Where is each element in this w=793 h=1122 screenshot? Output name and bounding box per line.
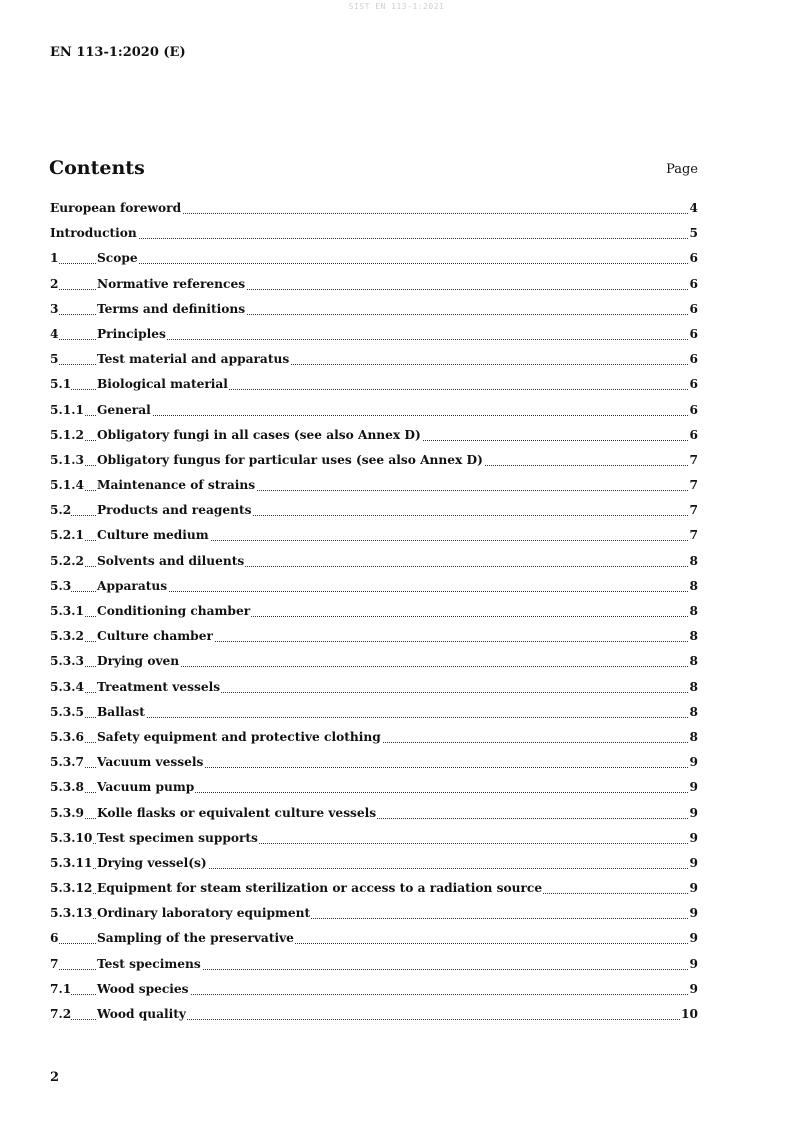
page-number: 2: [50, 1070, 60, 1085]
toc-entry-number: 5.1.1: [50, 402, 84, 417]
toc-entry-title: Wood quality: [97, 1007, 186, 1021]
toc-entry-page: 6: [689, 301, 698, 316]
toc-entry-page: 7: [689, 503, 698, 518]
toc-entry-number: 5.3.6: [50, 729, 84, 744]
toc-entry-page: 7: [689, 452, 698, 467]
toc-entry-page: 4: [689, 201, 698, 215]
toc-entry[interactable]: [50, 199, 698, 224]
toc-entry[interactable]: [50, 778, 698, 803]
toc-entry-page: 9: [689, 956, 698, 971]
toc-entry-number: 7: [50, 956, 59, 971]
dot-leader: [50, 238, 698, 239]
toc-entry[interactable]: [50, 728, 698, 753]
toc-entry[interactable]: [50, 678, 698, 703]
toc-entry-page: 9: [689, 805, 698, 820]
toc-entry-page: 9: [689, 906, 698, 921]
toc-entry-page: 9: [689, 855, 698, 870]
toc-entry-title: Conditioning chamber: [97, 604, 251, 618]
toc-entry-page: 6: [689, 352, 698, 367]
toc-entry[interactable]: [50, 602, 698, 627]
toc-entry-title: Obligatory fungus for particular uses (see also Annex D): [97, 452, 483, 467]
dot-leader: [50, 717, 698, 718]
toc-entry-page: 6: [689, 402, 698, 417]
toc-entry-title: Principles: [97, 326, 166, 341]
toc-entry[interactable]: [50, 476, 698, 501]
toc-entry[interactable]: [50, 829, 698, 854]
toc-entry[interactable]: [50, 929, 698, 954]
toc-entry-number: 5.3.7: [50, 755, 84, 770]
toc-entry-number: 5.2.2: [50, 553, 84, 568]
toc-entry-number: 5.1.2: [50, 427, 84, 442]
toc-entry-title: Test material and apparatus: [97, 352, 290, 367]
toc-entry-page: 8: [689, 654, 698, 669]
toc-entry-title: Terms and definitions: [97, 301, 246, 316]
toc-entry-number: 5.3.2: [50, 629, 84, 644]
toc-entry-page: 5: [689, 226, 698, 241]
toc-entry-page: 8: [689, 729, 698, 744]
toc-entry-title: Scope: [97, 251, 138, 266]
toc-entry[interactable]: [50, 249, 698, 274]
toc-entry-title: Culture chamber: [97, 629, 213, 644]
toc-entry-number: 5.3.3: [50, 654, 84, 669]
toc-entry-page: 8: [689, 679, 698, 694]
watermark: SIST EN 113-1:2021: [348, 2, 445, 11]
toc-entry-page: 6: [689, 251, 698, 266]
toc-entry-number: 1: [50, 251, 59, 266]
toc-entry[interactable]: [50, 325, 698, 350]
toc-entry-number: 5: [50, 352, 59, 367]
toc-entry-number: 7.1: [50, 981, 72, 996]
toc-entry-title: Wood species: [97, 981, 189, 996]
page-column-heading: Page: [666, 162, 698, 177]
toc-entry[interactable]: [50, 652, 698, 677]
toc-entry-page: 6: [689, 377, 698, 392]
toc-entry[interactable]: [50, 904, 698, 929]
toc-entry-title: Vacuum pump: [97, 780, 195, 795]
toc-entry-number: 5.3.5: [50, 704, 84, 719]
toc-entry-number: 5.3.8: [50, 780, 84, 795]
toc-entry-title: Normative references: [97, 276, 246, 291]
toc-entry-page: 9: [689, 780, 698, 795]
toc-entry-title: General: [97, 402, 151, 417]
toc-entry[interactable]: [50, 703, 698, 728]
toc-entry-title: Obligatory fungi in all cases (see also Annex D): [97, 427, 421, 442]
toc-entry-title: Sampling of the preservative: [97, 931, 294, 946]
toc-entry-number: 4: [50, 326, 59, 341]
toc-entry-title: Treatment vessels: [97, 679, 221, 694]
toc-entry-number: 5.1: [50, 377, 72, 392]
toc-entry-title: Maintenance of strains: [97, 478, 256, 493]
toc-entry[interactable]: [50, 552, 698, 577]
toc-entry-page: 6: [689, 427, 698, 442]
toc-entry-title: Drying vessel(s): [97, 855, 207, 870]
toc-entry-page: 8: [689, 604, 698, 618]
toc-entry-page: 9: [689, 981, 698, 996]
toc-entry-title: European foreword: [50, 201, 182, 215]
toc-entry-page: 6: [689, 276, 698, 291]
table-of-contents: [50, 199, 698, 1030]
toc-entry-title: Apparatus: [97, 578, 168, 593]
toc-entry-number: 3: [50, 301, 59, 316]
toc-entry-page: 9: [689, 931, 698, 946]
contents-title: Contents: [49, 157, 145, 179]
toc-entry-page: 7: [689, 478, 698, 493]
toc-entry-number: 5.2: [50, 503, 72, 518]
toc-entry-number: 5.3.9: [50, 805, 84, 820]
toc-entry-title: Introduction: [50, 226, 137, 241]
toc-entry-title: Solvents and diluents: [97, 553, 245, 568]
toc-entry-title: Safety equipment and protective clothing: [97, 729, 381, 744]
toc-entry-title: Drying oven: [97, 654, 180, 669]
toc-entry-number: 5.2.1: [50, 528, 84, 543]
toc-entry[interactable]: [50, 854, 698, 879]
toc-entry[interactable]: [50, 300, 698, 325]
toc-entry-page: 8: [689, 578, 698, 593]
toc-entry[interactable]: [50, 879, 698, 904]
toc-entry-number: 5.3.13: [50, 906, 93, 921]
toc-entry-title: Products and reagents: [97, 503, 252, 518]
toc-entry[interactable]: [50, 451, 698, 476]
toc-entry-number: 5.3.4: [50, 679, 84, 694]
toc-entry-page: 8: [689, 704, 698, 719]
toc-entry-number: 6: [50, 931, 59, 946]
toc-entry-number: 2: [50, 276, 59, 291]
toc-entry-number: 5.3.1: [50, 604, 84, 618]
toc-entry[interactable]: [50, 401, 698, 426]
toc-entry[interactable]: [50, 501, 698, 526]
toc-entry[interactable]: [50, 426, 698, 451]
toc-entry-title: Vacuum vessels: [97, 755, 204, 770]
toc-entry-number: 5.3.11: [50, 855, 93, 870]
toc-entry[interactable]: [50, 955, 698, 980]
toc-entry-page: 6: [689, 326, 698, 341]
toc-entry[interactable]: [50, 350, 698, 375]
toc-entry[interactable]: [50, 224, 698, 249]
toc-entry-page: 9: [689, 755, 698, 770]
toc-entry-title: Test specimen supports: [97, 830, 258, 845]
toc-entry-page: 10: [681, 1007, 698, 1021]
toc-entry-title: Test specimens: [97, 956, 201, 971]
toc-entry-title: Ordinary laboratory equipment: [97, 906, 311, 921]
toc-entry-number: 5.3.10: [50, 830, 93, 845]
toc-entry-number: 5.3.12: [50, 881, 93, 896]
toc-entry[interactable]: [50, 804, 698, 829]
document-id: EN 113-1:2020 (E): [50, 45, 186, 60]
toc-entry[interactable]: [50, 627, 698, 652]
toc-entry-page: 8: [689, 553, 698, 568]
toc-entry-page: 7: [689, 528, 698, 543]
toc-entry-title: Ballast: [97, 704, 145, 719]
toc-entry-title: Culture medium: [97, 528, 209, 543]
toc-entry-title: Biological material: [97, 377, 228, 392]
toc-entry[interactable]: [50, 526, 698, 551]
toc-entry[interactable]: [50, 980, 698, 1005]
toc-entry-page: 9: [689, 830, 698, 845]
toc-entry-title: Equipment for steam sterilization or access to a radiation source: [97, 881, 543, 896]
toc-entry[interactable]: [50, 275, 698, 300]
toc-entry[interactable]: [50, 577, 698, 602]
toc-entry[interactable]: [50, 1005, 698, 1030]
toc-entry[interactable]: [50, 753, 698, 778]
toc-entry-number: 5.1.3: [50, 452, 84, 467]
toc-entry-page: 8: [689, 629, 698, 644]
toc-entry-number: 5.1.4: [50, 478, 84, 493]
toc-entry-page: 9: [689, 881, 698, 896]
toc-entry-number: 5.3: [50, 578, 72, 593]
toc-entry-title: Kolle flasks or equivalent culture vessels: [97, 805, 377, 820]
toc-entry-number: 7.2: [50, 1007, 72, 1021]
toc-entry[interactable]: [50, 375, 698, 400]
dot-leader: [50, 263, 698, 264]
